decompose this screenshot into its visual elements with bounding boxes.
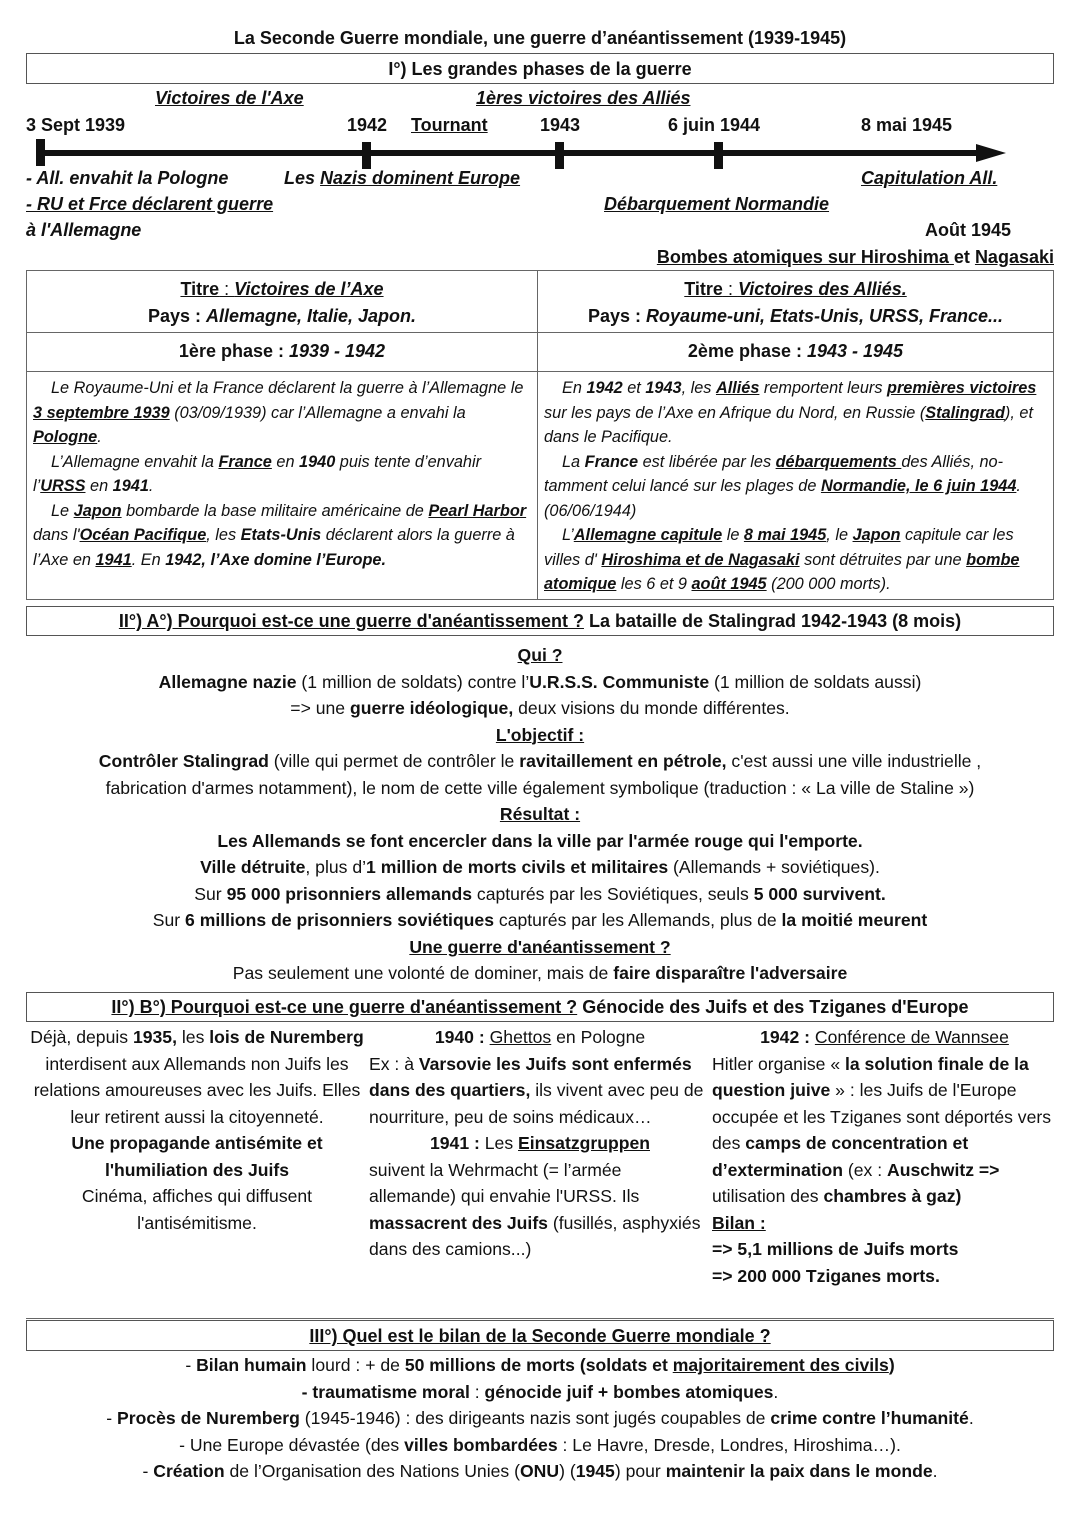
resultat-line-3 <box>0 881 1080 908</box>
timeline-tick-1944 <box>714 142 723 169</box>
allies-header <box>538 271 1053 333</box>
t: Les <box>484 1133 519 1153</box>
t: génocide juif + bombes atomiques <box>484 1381 774 1402</box>
section-2a-heading <box>26 606 1054 636</box>
t: Ex : à <box>369 1053 419 1074</box>
t: et <box>622 379 646 397</box>
genocide-column-wannsee <box>712 1024 1057 1289</box>
t: 1940 : <box>434 1027 490 1047</box>
t: (1 million de soldats) contre l’ <box>296 671 530 692</box>
t: : <box>469 1381 485 1402</box>
propaganda-title: Une propagande antisémite et l'humiliation des Juifs <box>71 1133 323 1180</box>
t: 1940 <box>299 452 336 471</box>
wannsee-text <box>712 1051 1057 1210</box>
nazis-text: Nazis dominent Europe <box>320 168 521 188</box>
t: sont détruites par une <box>799 550 967 569</box>
t: maintenir la paix dans le monde <box>665 1461 933 1481</box>
objectif-label: L'objectif : <box>495 724 585 745</box>
timeline-arrowhead <box>976 144 1006 162</box>
axis-phase-label: 1ère phase : <box>178 341 289 361</box>
genocide-bilan-label: Bilan : <box>712 1212 766 1233</box>
allies-phase-value: 1943 - 1945 <box>806 341 904 361</box>
war-bilan-content <box>0 1352 1080 1485</box>
t: remportent leurs <box>759 379 887 397</box>
t: massacrent des Juifs <box>369 1212 548 1233</box>
t: (Allemands + soviétiques). <box>668 857 880 877</box>
t: Pas seulement une volonté de dominer, mais de <box>232 963 614 983</box>
t: (1 million de soldats aussi) <box>709 671 922 692</box>
t: (200 000 morts). <box>766 575 891 593</box>
t: 1941 <box>95 550 132 569</box>
t: lois de Nuremberg <box>209 1027 364 1047</box>
axis-title-sep: : <box>219 279 235 299</box>
einsatzgruppen-heading <box>369 1130 711 1157</box>
bombes-nagasaki: Nagasaki <box>974 247 1054 267</box>
t: suivent la Wehrmacht (= l’armée allemande) qui envahie l'URSS. Ils <box>369 1159 640 1206</box>
t: 50 millions de morts (soldats et <box>404 1355 673 1375</box>
timeline-turning-point: Tournant <box>411 115 488 135</box>
t: Etats-Unis <box>240 526 322 544</box>
allies-countries-value: Royaume-uni, Etats-Unis, URSS, France... <box>645 306 1004 326</box>
t: - <box>185 1355 197 1375</box>
timeline-event-pologne: - All. envahit la Pologne <box>26 168 229 188</box>
t: majoritairement des civils <box>672 1355 889 1375</box>
t: ) <box>888 1355 895 1375</box>
objectif-line-2: fabrication d'armes notamment), le nom de cette ville également symbolique (traduction : « La ville de Staline ») <box>105 777 975 798</box>
bilan-line-2 <box>0 1379 1080 1406</box>
section-3-heading <box>26 1320 1054 1351</box>
t: Stalingrad <box>925 403 1005 422</box>
t: L’ <box>562 526 574 544</box>
axis-countries-label: Pays : <box>147 306 206 326</box>
genocide-column-laws <box>26 1024 368 1236</box>
t: (fusillés, asphyxiés dans des camions...) <box>369 1212 701 1259</box>
timeline-tick-1939 <box>36 139 45 166</box>
t: Ghettos <box>489 1027 552 1047</box>
t: ravitaillement en pétrole, <box>519 751 727 771</box>
t: Allemagne nazie <box>158 671 297 692</box>
t: . <box>968 1408 974 1428</box>
timeline-phase-allies: 1ères victoires des Alliés <box>476 88 691 108</box>
bilan-line-4 <box>0 1432 1080 1459</box>
t: crime contre l’humanité <box>770 1408 969 1428</box>
genocide-bilan-tziganes: => 200 000 Tziganes morts. <box>712 1265 940 1286</box>
axis-body <box>27 372 537 572</box>
t: capturés par les Soviétiques, seuls <box>472 883 754 904</box>
timeline-date-1944: 6 juin 1944 <box>668 115 761 135</box>
phase-column-allies <box>538 271 1053 599</box>
timeline-tick-1943 <box>555 142 564 169</box>
t: En <box>562 379 587 397</box>
t: chambres à gaz) <box>823 1186 962 1206</box>
t: 1942, l’Axe domine l’Europe. <box>165 550 386 569</box>
t: 1945 <box>575 1461 615 1481</box>
timeline-event-bombes <box>657 247 1054 268</box>
t: ) ( <box>559 1461 576 1481</box>
t: bombe atomique <box>544 550 1020 593</box>
t: Auschwitz => <box>887 1159 1000 1180</box>
objectif-line-1 <box>0 748 1080 775</box>
t: la solution finale de la question juive <box>712 1053 1029 1100</box>
allies-title-value: Victoires des Alliés. <box>737 279 907 299</box>
allies-paragraph-1 <box>544 376 1047 450</box>
t: 1941 : <box>429 1133 485 1153</box>
t: est libérée par les <box>638 452 776 471</box>
timeline-date-1945: 8 mai 1945 <box>861 115 953 135</box>
t: ils vivent avec peu de nourriture, peu de soins médicaux… <box>369 1080 704 1127</box>
t: traumatisme moral <box>312 1381 470 1402</box>
t: - <box>142 1461 154 1481</box>
document-title: La Seconde Guerre mondiale, une guerre d’anéantissement (1939-1945) <box>233 28 847 48</box>
allies-body <box>538 372 1053 597</box>
t: . <box>773 1381 779 1402</box>
t: France <box>584 452 639 471</box>
timeline-date-1943: 1943 <box>540 115 581 135</box>
t: , le <box>826 526 853 544</box>
t: Contrôler Stalingrad <box>98 751 269 771</box>
t: Sur <box>194 883 227 904</box>
t: L’Allemagne envahit la <box>51 452 219 471</box>
t: . (06/06/1944) <box>544 477 1021 520</box>
question-answer <box>0 960 1080 987</box>
t: ONU <box>519 1461 560 1481</box>
t: interdisent aux Allemands non Juifs les relations amoureuses avec les Juifs. Elles leur retirent aussi la citoyenneté. <box>33 1053 361 1127</box>
timeline-event-debarquement: Débarquement Normandie <box>604 194 830 214</box>
t: Création <box>153 1461 225 1481</box>
t: URSS <box>40 477 86 495</box>
axis-countries <box>27 303 537 330</box>
t: 1942 : <box>760 1027 815 1047</box>
t: , les <box>206 526 241 544</box>
section-1-heading: I°) Les grandes phases de la guerre <box>26 53 1054 84</box>
t: Einsatzgruppen <box>518 1133 650 1153</box>
allies-title-label: Titre <box>684 279 723 299</box>
t: . <box>932 1461 938 1481</box>
t: août 1945 <box>691 575 767 593</box>
bilan-line-5 <box>0 1458 1080 1485</box>
axis-countries-value: Allemagne, Italie, Japon. <box>205 306 417 326</box>
t: deux visions du monde différentes. <box>513 698 790 718</box>
genocide-bilan-jews: => 5,1 millions de Juifs morts <box>712 1239 959 1259</box>
allies-countries <box>538 303 1053 330</box>
t: 3 septembre 1939 <box>33 403 170 422</box>
t: premières victoires <box>887 379 1037 397</box>
axis-title <box>27 276 537 303</box>
t: Pologne <box>33 428 98 446</box>
allies-title <box>538 276 1053 303</box>
t: la moitié meurent <box>781 910 928 930</box>
allies-phase-label: 2ème phase : <box>687 341 807 361</box>
t: . En <box>131 550 166 569</box>
stalingrad-content <box>0 642 1080 987</box>
bombes-text: Bombes atomiques sur Hiroshima <box>656 247 954 267</box>
t: sur les pays de l’Axe en Afrique du Nord, en Russie ( <box>544 403 926 422</box>
t: Japon <box>852 526 901 544</box>
t: (03/09/1939) car l’Allemagne a envahi la <box>169 403 466 422</box>
t: Hitler organise « <box>712 1053 845 1074</box>
t: Le Royaume-Uni et la France déclarent la guerre à l’Allemagne le <box>51 379 524 397</box>
t: 5 000 survivent. <box>753 883 886 904</box>
ghettos-text <box>369 1051 711 1131</box>
t: , les <box>681 379 716 397</box>
t: 1943 <box>645 379 682 397</box>
t: utilisation des <box>712 1186 824 1206</box>
t: Sur <box>152 910 186 930</box>
t: ), et dans le Pacifique. <box>544 403 1033 446</box>
t: Le <box>51 501 74 520</box>
wannsee-heading <box>712 1024 1057 1051</box>
t: (ex : <box>843 1159 887 1180</box>
t: bombarde la base militaire américaine de <box>121 501 429 520</box>
t: 95 000 prisonniers allemands <box>226 883 473 904</box>
t: La <box>562 452 585 471</box>
t: débarquements <box>775 452 902 471</box>
genocide-column-ghettos <box>369 1024 711 1263</box>
question-label: Une guerre d'anéantissement ? <box>409 936 671 957</box>
resultat-line-2 <box>0 854 1080 881</box>
t: lourd : + de <box>306 1355 405 1375</box>
t: camps de concentration et d’extermination <box>712 1133 969 1180</box>
resultat-line-1: Les Allemands se font encercler dans la ville par l'armée rouge qui l'emporte. <box>217 830 863 851</box>
t: - <box>106 1408 118 1428</box>
timeline-event-nazis <box>284 168 520 189</box>
timeline-tick-1942 <box>362 142 371 169</box>
timeline-date-1939: 3 Sept 1939 <box>26 115 126 135</box>
allies-paragraph-3 <box>544 523 1047 597</box>
t: (ville qui permet de contrôler le <box>268 751 520 771</box>
ghettos-heading <box>369 1024 711 1051</box>
t: Hiroshima et de Nagasaki <box>601 550 800 569</box>
divider <box>26 1318 1054 1319</box>
t: France <box>218 452 272 471</box>
t: Varsovie les Juifs sont enfermés dans des quartiers, <box>369 1053 692 1100</box>
t: guerre idéologique, <box>349 698 514 718</box>
t: Ville détruite <box>200 857 306 877</box>
t: Japon <box>73 501 122 520</box>
t: les 6 et 9 <box>616 575 692 593</box>
t: Allemagne capitule <box>573 526 723 544</box>
t: c'est aussi une ville industrielle , <box>726 751 982 771</box>
t: Océan Pacifique <box>79 526 207 544</box>
nuremberg-laws-text <box>26 1024 368 1130</box>
timeline-event-allemagne: à l'Allemagne <box>26 220 142 240</box>
t: Pearl Harbor <box>428 501 527 520</box>
section-3-title: III°) Quel est le bilan de la Seconde Guerre mondiale ? <box>309 1326 771 1346</box>
resultat-line-4 <box>0 907 1080 934</box>
t: 1935, <box>132 1027 177 1047</box>
t: . <box>148 477 154 495</box>
section-2a-question: II°) A°) Pourquoi est-ce une guerre d'anéantissement ? <box>118 611 584 631</box>
t: - <box>301 1381 313 1402</box>
t: » : les Juifs de l'Europe occupée et les Tziganes sont déportés vers des <box>712 1080 1052 1153</box>
axis-title-label: Titre <box>180 279 220 299</box>
t: . <box>97 428 102 446</box>
resultat-label: Résultat : <box>499 804 581 824</box>
bombes-et: et <box>953 247 975 267</box>
axis-paragraph-2 <box>33 450 531 499</box>
bilan-line-3 <box>0 1405 1080 1432</box>
t: => une <box>290 698 350 718</box>
timeline-date-1942: 1942 <box>347 115 388 135</box>
t: 1 million de morts civils et militaires <box>366 857 669 877</box>
axis-header <box>27 271 537 333</box>
t: villes bombardées <box>404 1434 558 1455</box>
axis-paragraph-3 <box>33 499 531 573</box>
einsatzgruppen-text <box>369 1157 711 1263</box>
t: en <box>271 452 300 471</box>
t: faire disparaître l'adversaire <box>613 963 848 983</box>
t: , plus d’ <box>305 857 367 877</box>
t: Normandie, le 6 juin 1944 <box>820 477 1017 495</box>
t: déclarent alors la guerre à l’Axe en <box>33 526 515 569</box>
timeline-phase-axis: Victoires de l'Axe <box>155 88 304 108</box>
t: U.R.S.S. Communiste <box>529 671 710 692</box>
t: en Pologne <box>551 1027 646 1047</box>
allies-phase <box>538 333 1053 372</box>
nazis-prefix: Les <box>284 168 321 188</box>
t: les <box>176 1027 210 1047</box>
t: Bilan humain <box>196 1355 307 1375</box>
t: Déjà, depuis <box>30 1027 133 1047</box>
phase-table <box>26 270 1054 600</box>
phase-column-axis <box>27 271 538 599</box>
timeline-event-aout-date: Août 1945 <box>925 220 1012 240</box>
t: dans l' <box>33 526 80 544</box>
t: des Alliés, notamment celui lancé sur les plages de <box>544 452 1004 495</box>
section-2b-heading <box>26 992 1054 1022</box>
t: en <box>85 477 113 495</box>
t: Alliés <box>715 379 760 397</box>
propaganda-text: Cinéma, affiches qui diffusent l'antisémitisme. <box>81 1186 313 1233</box>
t: le <box>722 526 744 544</box>
t: 1942 <box>586 379 623 397</box>
t: : Le Havre, Dresde, Londres, Hiroshima…). <box>557 1434 901 1455</box>
t: (1945-1946) : des dirigeants nazis sont jugés coupables de <box>299 1408 771 1428</box>
t: 6 millions de prisonniers soviétiques <box>185 910 495 930</box>
allies-paragraph-2 <box>544 450 1047 524</box>
allies-title-sep: : <box>722 279 738 299</box>
timeline-axis <box>30 136 1010 172</box>
axis-phase <box>27 333 537 372</box>
timeline-event-capitulation: Capitulation All. <box>861 168 998 188</box>
t: puis tente d’envahir l’ <box>33 452 481 495</box>
t: 1941 <box>112 477 149 495</box>
axis-phase-value: 1939 - 1942 <box>288 341 386 361</box>
section-2b-subtitle: Génocide des Juifs et des Tziganes d'Europe <box>577 997 969 1017</box>
qui-label: Qui ? <box>517 645 563 665</box>
qui-line-1 <box>0 669 1080 696</box>
t: capitule car les villes d' <box>544 526 1014 569</box>
section-2a-subtitle: La bataille de Stalingrad 1942-1943 (8 mois) <box>583 611 962 631</box>
qui-line-2 <box>0 695 1080 722</box>
t: de l’Organisation des Nations Unies ( <box>224 1461 520 1481</box>
t: - Une Europe dévastée (des <box>179 1434 405 1455</box>
t: capturés par les Allemands, plus de <box>494 910 782 930</box>
t: 8 mai 1945 <box>743 526 827 544</box>
t: Procès de Nuremberg <box>117 1408 300 1428</box>
bilan-line-1 <box>0 1352 1080 1379</box>
t: Conférence de Wannsee <box>814 1027 1009 1047</box>
t: ) pour <box>614 1461 666 1481</box>
timeline-event-declaration: - RU et Frce déclarent guerre <box>26 194 274 214</box>
allies-countries-label: Pays : <box>587 306 646 326</box>
section-2b-question: II°) B°) Pourquoi est-ce une guerre d'anéantissement ? <box>111 997 578 1017</box>
axis-title-value: Victoires de l’Axe <box>234 279 384 299</box>
axis-paragraph-1 <box>33 376 531 450</box>
